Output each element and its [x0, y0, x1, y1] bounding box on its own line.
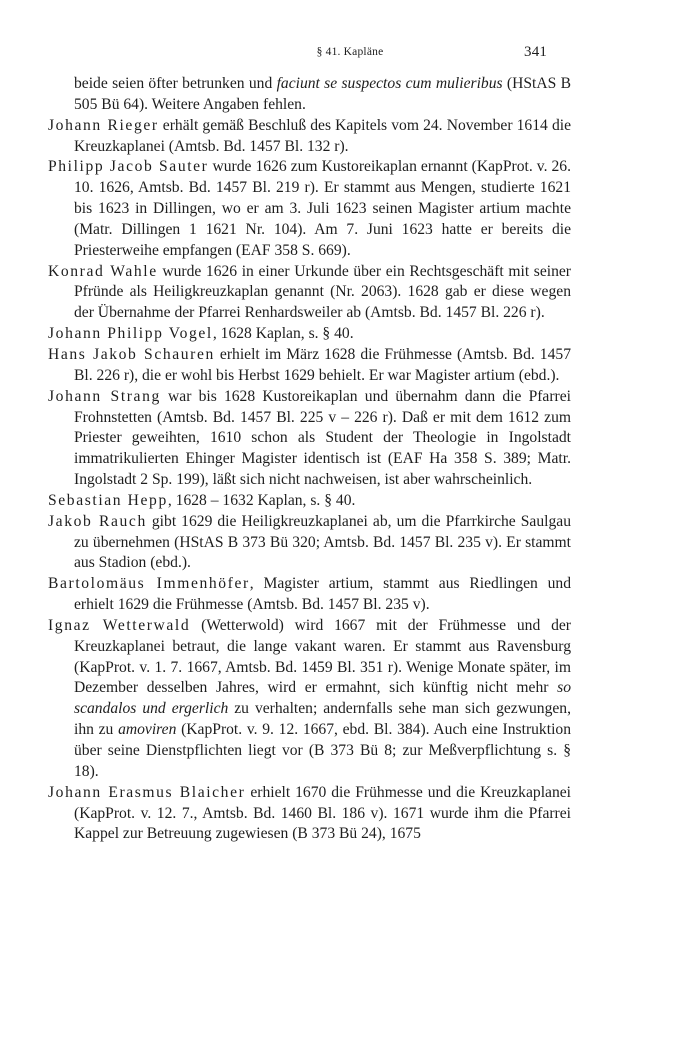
entry-name: Ignaz Wetterwald	[48, 616, 191, 634]
entry-name: Johann Strang	[48, 387, 161, 405]
entry-text: wurde 1626 zum Kustoreikaplan ernannt (KapProt. v. 26. 10. 1626, Amtsb. Bd. 1457 Bl. 219 r). Er stammt aus Mengen, studierte 1621 bis 1623 in Dillingen, wo er am 3. Juli 1623 seinen Magister artium machte (Matr. Dillingen 1 1621 Nr. 104). Am 7. Juni 1623 hatte er bereits die Priesterweihe empfangen (EAF 358 S. 669).	[74, 158, 571, 259]
entry	[48, 387, 571, 491]
entry-text: (Wetterwold) wird 1667 mit der Frühmesse und der Kreuzkaplanei betraut, die lange vakant waren. Er stammt aus Ravensburg (KapProt. v. 1. 7. 1667, Amtsb. Bd. 1459 Bl. 351 r). Wenige Monate später, im Dezember desselben Jahres, wird er ermahnt, sich künftig nicht mehr	[74, 616, 571, 697]
entry-text: , 1628 – 1632 Kaplan, s. § 40.	[167, 491, 356, 509]
latin-quote: faciunt se suspectos cum mulieribus	[276, 75, 503, 92]
entry-text: wurde 1626 in einer Urkunde über ein Rechtsgeschäft mit seiner Pfründe als Heiligkreuzkaplan genannt (Nr. 2063). 1628 gab er diese wegen der Übernahme der Pfarrei Renhardsweiler ab (Amtsb. Bd. 1457 Bl. 226 r).	[74, 262, 571, 322]
entry-name: Johann Rieger	[48, 116, 159, 134]
entry-name: Konrad Wahle	[48, 262, 158, 280]
entry-name: Bartolomäus Immenhöfer	[48, 575, 250, 593]
entry-name: Hans Jakob Schauren	[48, 345, 215, 363]
page-number: 341	[524, 44, 548, 60]
entry-name: Philipp Jacob Sauter	[48, 158, 209, 176]
entry	[48, 345, 571, 387]
latin-quote: so scandalos und ergerlich	[74, 679, 571, 718]
entry-text: erhielt 1670 die Frühmesse und die Kreuzkaplanei (KapProt. v. 12. 7., Amtsb. Bd. 1460 Bl. 186 v). 1671 wurde ihm die Pfarrei Kappel zur Betreuung zugewiesen (B 373 Bü 24), 1675	[74, 783, 571, 843]
entry	[48, 157, 571, 261]
entry-text: , Magister artium, stammt aus Riedlingen und erhielt 1629 die Frühmesse (Amtsb. Bd. 1457 Bl. 235 v).	[74, 575, 572, 614]
entry-text: (KapProt. v. 9. 12. 1667, ebd. Bl. 384). Auch eine Instruktion über seine Dienstpflichten liegt vor (B 373 Bü 8; zur Meßverpflichtung s. § 18).	[74, 721, 571, 780]
running-head	[0, 44, 700, 66]
entry-text: , 1628 Kaplan, s. § 40.	[212, 325, 354, 343]
entry	[48, 74, 571, 116]
latin-quote: amoviren	[118, 721, 177, 739]
entry	[48, 324, 571, 345]
entry	[48, 262, 571, 325]
entry	[48, 616, 571, 783]
entry-text: erhielt im März 1628 die Frühmesse (Amtsb. Bd. 1457 Bl. 226 r), die er wohl bis Herbst 1629 behielt. Er war Magister artium (ebd.).	[74, 345, 571, 384]
entry-name: Johann Erasmus Blaicher	[48, 783, 246, 801]
entry-text: (HStAS B 505 Bü 64). Weitere Angaben fehlen.	[74, 75, 571, 113]
entry-text: zu verhalten; andernfalls sehe man sich gezwungen, ihn zu	[74, 700, 571, 739]
entry-name: Jakob Rauch	[48, 512, 147, 530]
entry-text: beide seien öfter betrunken und	[74, 75, 277, 92]
entry	[48, 574, 571, 616]
entry-text: erhält gemäß Beschluß des Kapitels vom 24. November 1614 die Kreuzkaplanei (Amtsb. Bd. 1457 Bl. 132 r).	[74, 116, 571, 155]
entry-name: Sebastian Hepp	[48, 491, 168, 509]
entry-text: gibt 1629 die Heiligkreuzkaplanei ab, um die Pfarrkirche Saulgau zu übernehmen (HStAS B 373 Bü 320; Amtsb. Bd. 1457 Bl. 235 v). Er stammt aus Stadion (ebd.).	[74, 512, 571, 572]
entry	[48, 512, 571, 575]
entry-name: Johann Philipp Vogel	[48, 325, 213, 343]
entry	[48, 783, 571, 846]
entry-list	[48, 74, 571, 845]
entry-text: war bis 1628 Kustoreikaplan und übernahm dann die Pfarrei Frohnstetten (Amtsb. Bd. 1457 Bl. 225 v – 226 r). Daß er mit dem 1612 zum Priester geweihten, 1610 schon als Student der Theologie in Ingolstadt immatrikulierten Ehinger Magister identisch ist (EAF Ha 358 S. 389; Matr. Ingolstadt 2 Sp. 199), läßt sich nicht nachweisen, ist aber wahrscheinlich.	[74, 387, 571, 489]
section-title: § 41. Kapläne	[316, 46, 384, 58]
entry	[48, 116, 571, 158]
entry	[48, 491, 571, 512]
